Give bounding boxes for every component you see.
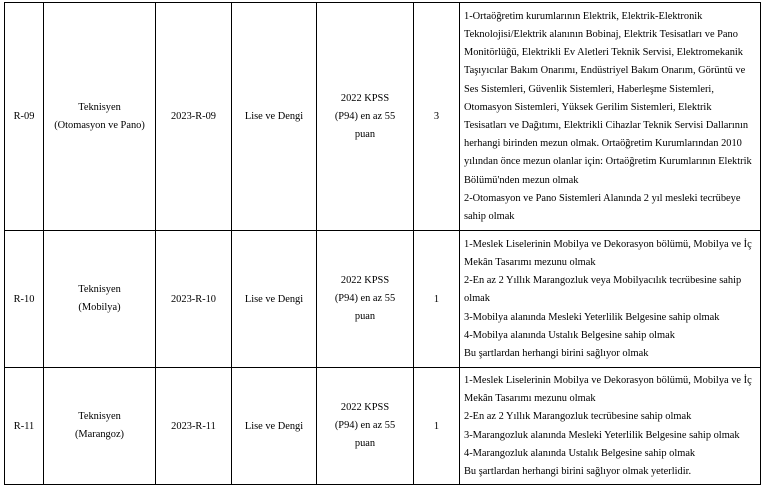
position-code: R-10: [5, 231, 44, 368]
position-reference: 2023-R-11: [156, 368, 232, 485]
condition-line: Mekân Tasarımı mezunu olmak: [464, 393, 596, 405]
kpss-line: puan: [354, 128, 376, 140]
condition-line: Taşıyıcılar Bakım Onarımı, Endüstriyel Bakım Onarım, Görüntü ve: [464, 65, 746, 77]
condition-line: 4-Marangozluk alanında Ustalık Belgesine sahip olmak: [464, 447, 696, 459]
education-level: Lise ve Dengi: [232, 231, 317, 368]
kpss-line: 2022 KPSS: [340, 92, 390, 104]
position-title-line: (Marangoz): [74, 429, 125, 440]
condition-line: 3-Mobilya alanında Mesleki Yeterlilik Belgesine sahip olmak: [464, 311, 720, 323]
kpss-line: 2022 KPSS: [340, 275, 390, 286]
kpss-requirement: [317, 368, 414, 485]
condition-line: 1-Meslek Liselerinin Mobilya ve Dekorasyon bölümü, Mobilya ve İç: [464, 238, 752, 250]
education-level: Lise ve Dengi: [232, 3, 317, 231]
condition-line: Monitörlüğü, Elektrikli Ev Aletleri Teknik Servisi, Elektromekanik: [464, 47, 744, 59]
condition-line: Mekân Tasarımı mezunu olmak: [464, 256, 596, 268]
condition-line: olmak: [464, 293, 490, 305]
kpss-line: puan: [354, 311, 376, 322]
kpss-requirement: [317, 231, 414, 368]
table-row: [5, 3, 761, 231]
position-count: 1: [414, 368, 460, 485]
position-title-line: Teknisyen: [78, 284, 121, 295]
condition-line: 1-Meslek Liselerinin Mobilya ve Dekorasyon bölümü, Mobilya ve İç: [464, 374, 752, 386]
kpss-requirement: [317, 3, 414, 231]
condition-line: 4-Mobilya alanında Ustalık Belgesine sahip olmak: [464, 329, 675, 341]
condition-line: Bölümü'nden mezun olmak: [464, 174, 579, 186]
condition-line: Otomasyon Sistemleri, Yüksek Gerilim Sistemleri, Elektrik: [464, 101, 712, 113]
condition-line: herhangi birinden mezun olmak. Ortaöğretim Kurumlarından 2010: [464, 138, 742, 150]
condition-line: Teknolojisi/Elektrik alanının Bobinaj, Elektrik Tesisatları ve Pano: [464, 28, 738, 40]
condition-line: sahip olmak: [464, 211, 515, 223]
position-count: 3: [414, 3, 460, 231]
position-code: R-11: [5, 368, 44, 485]
table-row: [5, 231, 761, 368]
position-count: 1: [414, 231, 460, 368]
condition-line: yılından önce mezun olanlar için: Ortaöğretim Kurumlarının Elektrik: [464, 156, 752, 168]
position-reference: 2023-R-09: [156, 3, 232, 231]
condition-line: Tesisatları ve Dağıtımı, Elektrikli Cihazlar Teknik Servisi Dallarının: [464, 120, 749, 131]
position-title-line: (Mobilya): [78, 302, 121, 313]
condition-line: 3-Marangozluk alanında Mesleki Yeterlilik Belgesine sahip olmak: [464, 429, 740, 441]
position-code: R-09: [5, 3, 44, 231]
position-title-line: Teknisyen: [78, 411, 121, 422]
requirements-table: [4, 2, 761, 485]
condition-line: 1-Ortaöğretim kurumlarının Elektrik, Elektrik-Elektronik: [464, 10, 703, 22]
kpss-line: (P94) en az 55: [334, 293, 396, 304]
position-title: [44, 3, 156, 231]
position-title: [44, 368, 156, 485]
position-title-line: Teknisyen: [78, 101, 121, 113]
condition-line: 2-En az 2 Yıllık Marangozluk veya Mobilyacılık tecrübesine sahip: [464, 275, 742, 287]
conditions-cell: [460, 231, 761, 368]
education-level: Lise ve Dengi: [232, 368, 317, 485]
position-reference: 2023-R-10: [156, 231, 232, 368]
conditions-cell: [460, 3, 761, 231]
condition-line: Ses Sistemleri, Güvenlik Sistemleri, Haberleşme Sistemleri,: [464, 83, 714, 95]
position-title-line: (Otomasyon ve Pano): [54, 119, 145, 131]
conditions-cell: [460, 368, 761, 485]
position-title: [44, 231, 156, 368]
condition-line: 2-En az 2 Yıllık Marangozluk tecrübesine sahip olmak: [464, 411, 692, 423]
kpss-line: puan: [354, 438, 376, 449]
condition-line: Bu şartlardan herhangi birini sağlıyor olmak yeterlidir.: [464, 465, 692, 477]
condition-line: 2-Otomasyon ve Pano Sistemleri Alanında 2 yıl mesleki tecrübeye: [464, 192, 741, 204]
condition-line: Bu şartlardan herhangi birini sağlıyor olmak: [464, 348, 649, 359]
kpss-line: 2022 KPSS: [340, 402, 390, 413]
table-row: [5, 368, 761, 485]
kpss-line: (P94) en az 55: [334, 110, 396, 122]
kpss-line: (P94) en az 55: [334, 420, 396, 431]
